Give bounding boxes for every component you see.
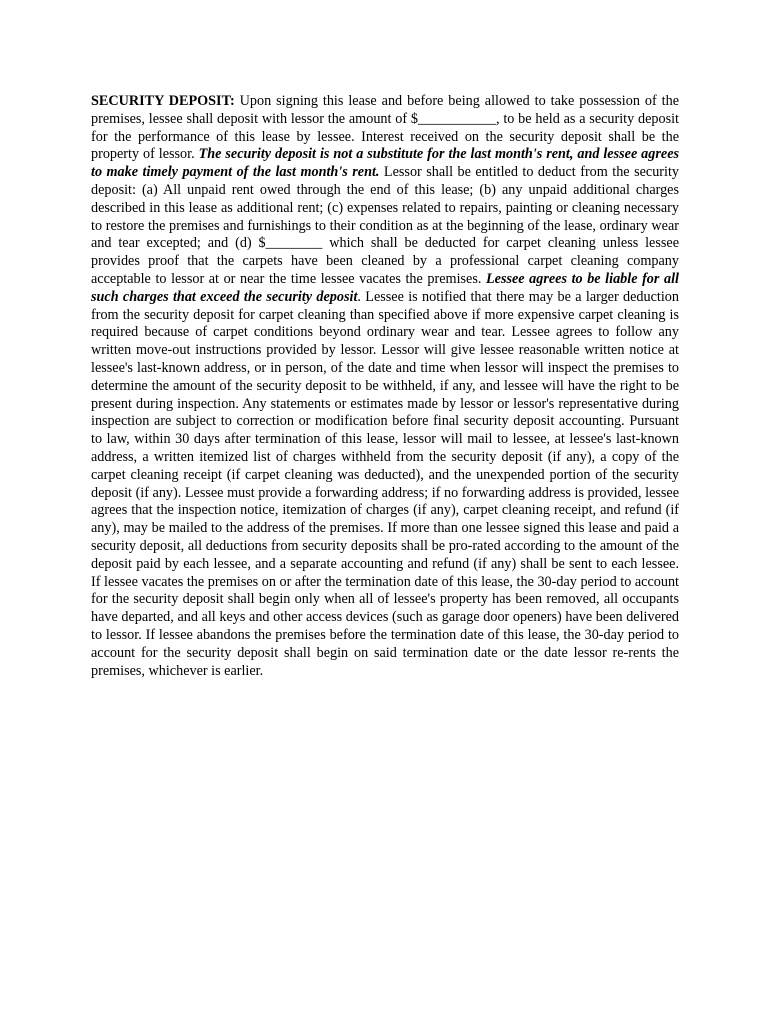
security-deposit-clause (91, 93, 679, 680)
clause-emphasis-liability: Lessee agrees to be liable for all such charges that exceed the security deposit (91, 270, 679, 305)
clause-emphasis-last-month-rent: The security deposit is not a substitute for the last month's rent, and lessee agrees to make timely payment of the last month's rent. (91, 146, 680, 181)
clause-text-part-2: Lessor shall be entitled to deduct from the security deposit: (a) All unpaid rent owed through the end of this lease; (b) any unpaid additional charges described in this lease as additional rent; (c) expenses related to repairs, painting or cleaning necessary to restore the premises and furnishings to their condition as at the beginning of the lease, ordinary wear and tear excepted; and (d) $________ which shall be deducted for carpet cleaning unless lessee provides proof that the carpets have been cleaned by a professional carpet cleaning company acceptable to lessor at or near the time lessee vacates the premises. (91, 164, 679, 287)
clause-text-part-3: . Lessee is notified that there may be a larger deduction from the security deposit for carpet cleaning than specified above if more expensive carpet cleaning is required because of carpet conditions beyond ordinary wear and tear. Lessee agrees to follow any written move-out instructions provided by lessor. Lessor will give lessee reasonable written notice at lessee's last-known address, or in person, of the date and time when lessor will inspect the premises to determine the amount of the security deposit to be withheld, if any, and lessee will have the right to be present during inspection. Any statements or estimates made by lessor or lessor's representative during inspection are subject to correction or modification before final security deposit accounting. Pursuant to law, within 30 days after termination of this lease, lessor will mail to lessee, at lessee's last-known address, a written itemized list of charges withheld from the security deposit (if any), a copy of the carpet cleaning receipt (if carpet cleaning was deducted), and the unexpended portion of the security deposit (if any). Lessee must provide a forwarding address; if no forwarding address is provided, lessee agrees that the inspection notice, itemization of charges (if any), carpet cleaning receipt, and refund (if any), may be mailed to the address of the premises. If more than one lessee signed this lease and paid a security deposit, all deductions from security deposits shall be pro-rated according to the amount of the deposit paid by each lessee, and a separate accounting and refund (if any) shall be sent to each lessee. If lessee vacates the premises on or after the termination date of this lease, the 30-day period to account for the security deposit shall begin only when all of lessee's property has been removed, all occupants have departed, and all keys and other access devices (such as garage door openers) have been delivered to lessor. If lessee abandons the premises before the termination date of this lease, the 30-day period to account for the security deposit shall begin on said termination date or the date lessor re-rents the premises, whichever is earlier. (91, 288, 679, 679)
clause-heading: SECURITY DEPOSIT: (91, 93, 235, 109)
clause-text-part-1: Upon signing this lease and before being allowed to take possession of the premises, lessee shall deposit with lessor the amount of $___________, to be held as a security deposit for the performance of this lease by lessee. Interest received on the security deposit shall be the property of lessor. (91, 93, 680, 163)
